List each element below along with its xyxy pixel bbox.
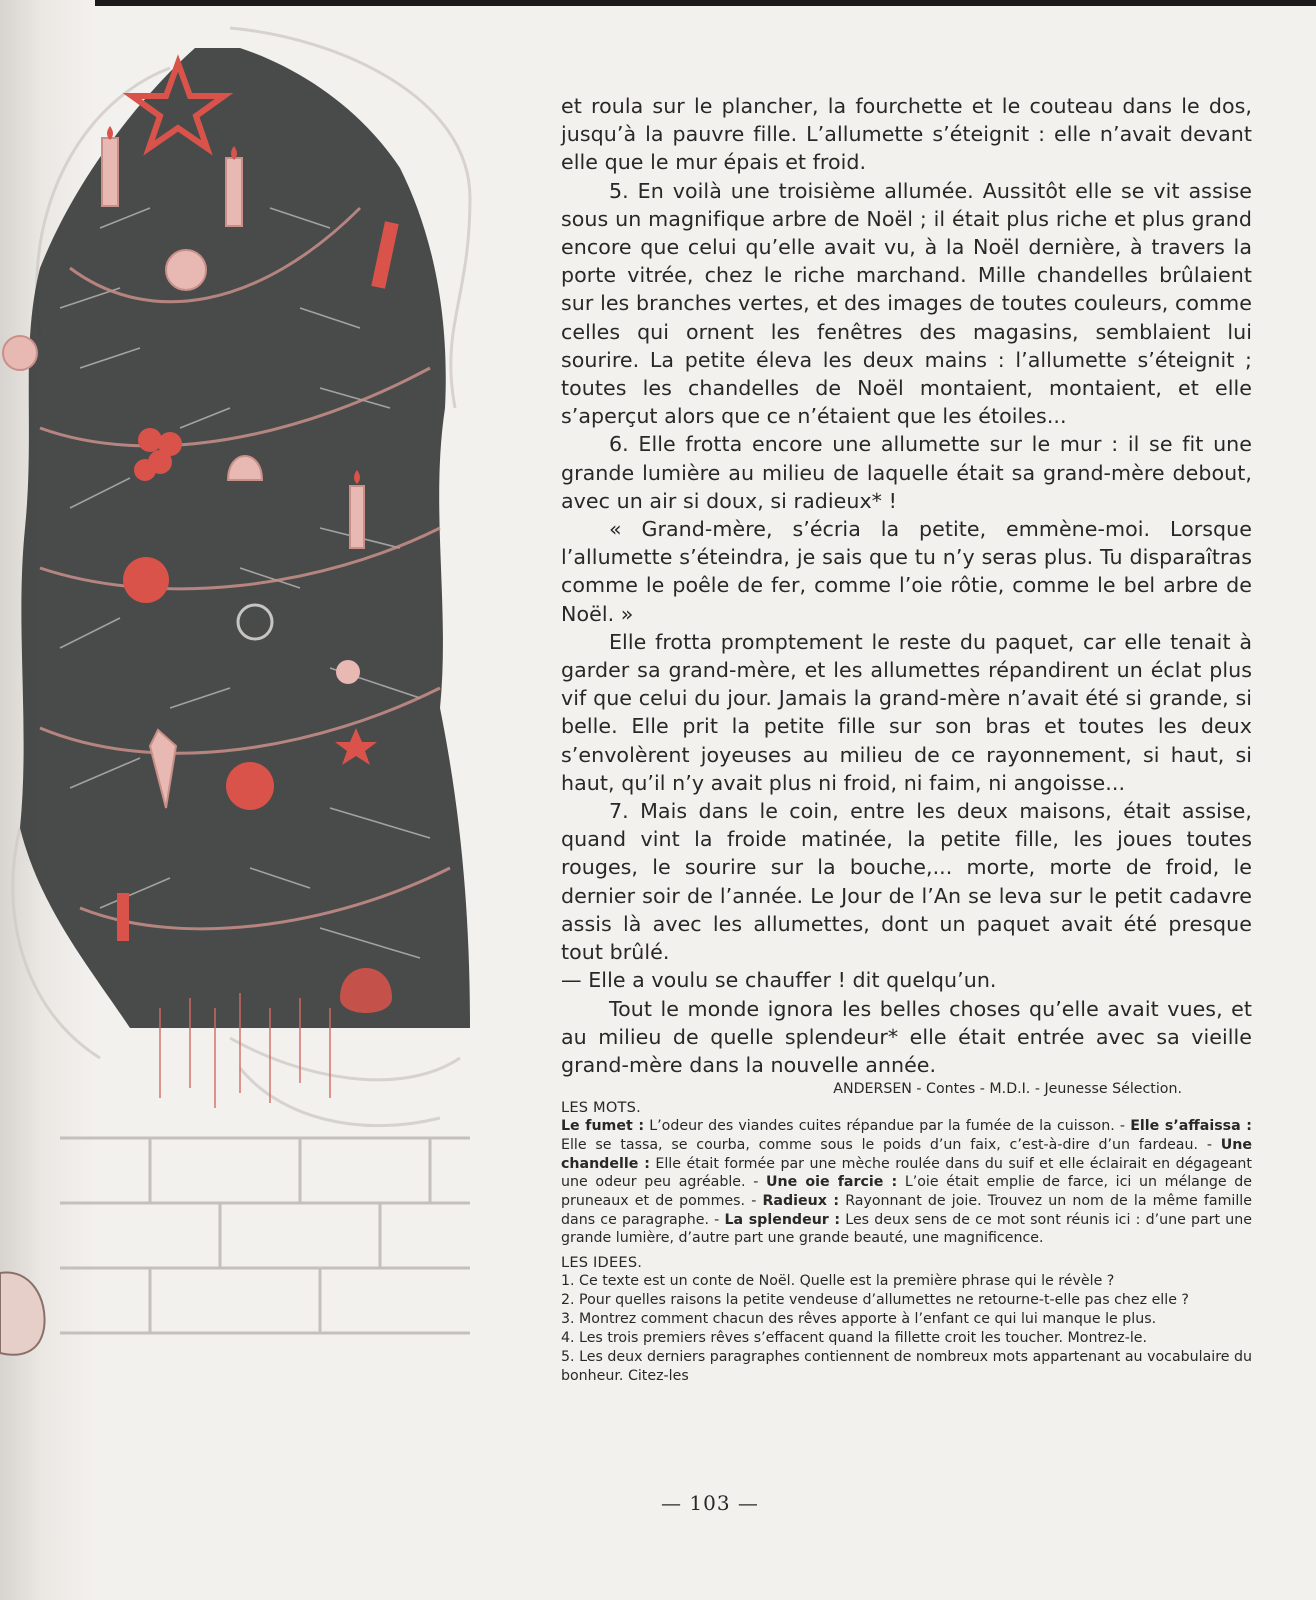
- vocabulary-title: LES MOTS.: [561, 1099, 641, 1117]
- brick-wall: [60, 1138, 470, 1333]
- story-paragraph: 5. En voilà une troisième allumée. Aussitôt elle se vit assise sous un magnifique arbre de Noël ; il était plus riche et plus grand encore que celui qu’elle avait vu, à la Noël dernière, à travers la porte vitrée, chez le riche marchand. Mille chandelles brûlaient sur les branches vertes, et des images de toutes couleurs, comme celles qui ornent les fenêtres des magasins, semblaient lui sourire. La petite éleva les deux mains : l’allumette s’éteignit ; toutes les chandelles de Noël montaient, montaient, et elle s’aperçut alors que ce n’étaient que les étoiles...: [561, 178, 1252, 429]
- questions-title: LES IDEES.: [561, 1254, 643, 1272]
- story-paragraph: 7. Mais dans le coin, entre les deux maisons, était assise, quand vint la froide matinée, la petite fille, les joues toutes rouges, le sourire sur la bouche,... morte, morte de froid, le dernier soir de l’année. Le Jour de l’An se leva sur le petit cadavre assis là avec les allumettes, dont un paquet avait été presque tout brûlé.: [561, 799, 1252, 965]
- christmas-tree-illustration: [0, 8, 500, 1600]
- vocabulary-definitions: [561, 1117, 1252, 1248]
- vocab-term: Radieux :: [762, 1192, 840, 1209]
- story-paragraph: 6. Elle frotta encore une allumette sur le mur : il se fit une grande lumière au milieu de laquelle était sa grand-mère debout, avec un air si doux, si radieux* !: [561, 432, 1252, 513]
- vocab-definition: L’odeur des viandes cuites répandue par la fumée de la cuisson. -: [644, 1118, 1131, 1135]
- vocab-term: Une chandelle :: [561, 1136, 1252, 1172]
- vocab-definition: L’oie était emplie de farce, ici un mélange de pruneaux et de pommes. -: [561, 1174, 1252, 1209]
- vocab-term: Une oie farcie :: [766, 1174, 898, 1191]
- vocab-definition: Elle se tassa, se courba, comme sous le poids d’un faix, c’est-à-dire d’un fardeau. -: [561, 1136, 1221, 1153]
- questions-section: [561, 1254, 1252, 1385]
- story-paragraph: et roula sur le plancher, la fourchette et le couteau dans le dos, jusqu’à la pauvre fille. L’allumette s’éteignit : elle n’avait devant elle que le mur épais et froid.: [561, 94, 1252, 175]
- vocab-definition: Les deux sens de ce mot sont réunis ici : d’une part une grande lumière, d’autre part une grande beauté, une magnificence.: [561, 1211, 1252, 1247]
- child-foot: [0, 1272, 45, 1354]
- vocab-term: Elle s’affaissa :: [1130, 1118, 1252, 1135]
- story-source: ANDERSEN - Contes - M.D.I. - Jeunesse Sélection.: [833, 1081, 1182, 1098]
- questions-list: [561, 1272, 1252, 1385]
- vocab-term: La splendeur :: [724, 1211, 841, 1228]
- story-paragraph: Tout le monde ignora les belles choses qu’elle avait vues, et au milieu de quelle splendeur* elle était entrée avec sa vieille grand-mère dans la nouvelle année.: [561, 996, 1252, 1077]
- page-number: — 103 —: [661, 1491, 759, 1515]
- vocabulary-section: [561, 1099, 1252, 1248]
- story-text-column: [561, 92, 1252, 1385]
- question-item: 3. Montrez comment chacun des rêves apporte à l’enfant ce qui lui manque le plus.: [561, 1310, 1157, 1327]
- vocab-definition: Elle était formée par une mèche roulée dans du suif et elle éclairait en dégageant une odeur peu agréable. -: [561, 1155, 1252, 1191]
- question-item: 1. Ce texte est un conte de Noël. Quelle est la première phrase qui le révèle ?: [561, 1273, 1115, 1290]
- story-paragraph: Elle frotta promptement le reste du paquet, car elle tenait à garder sa grand-mère, et les allumettes répandirent un éclat plus vif que celui du jour. Jamais la grand-mère n’avait été si grande, si belle. Elle prit la petite fille sur son bras et toutes les deux s’envolèrent joyeuses au milieu de ce rayonnement, si haut, si haut, qu’il n’y avait plus ni froid, ni faim, ni angoisse...: [561, 629, 1252, 795]
- vocab-definition: Rayonnant de joie. Trouvez un nom de la même famille dans ce paragraphe. -: [561, 1192, 1252, 1228]
- top-edge: [0, 0, 1316, 6]
- question-item: 5. Les deux derniers paragraphes contiennent de nombreux mots appartenant au vocabulaire du bonheur. Citez-les: [561, 1348, 1252, 1384]
- question-item: 4. Les trois premiers rêves s’effacent quand la fillette croit les toucher. Montrez-le.: [561, 1329, 1148, 1346]
- question-item: 2. Pour quelles raisons la petite vendeuse d’allumettes ne retourne-t-elle pas chez elle ?: [561, 1291, 1189, 1308]
- vocab-term: Le fumet :: [561, 1118, 645, 1135]
- tree-foliage: [20, 48, 470, 1028]
- story-paragraph: — Elle a voulu se chauffer ! dit quelqu’un.: [561, 968, 997, 993]
- story-paragraph: « Grand-mère, s’écria la petite, emmène-moi. Lorsque l’allumette s’éteindra, je sais que tu n’y seras plus. Tu disparaîtras comme le poêle de fer, comme l’oie rôtie, comme le bel arbre de Noël. »: [561, 517, 1252, 626]
